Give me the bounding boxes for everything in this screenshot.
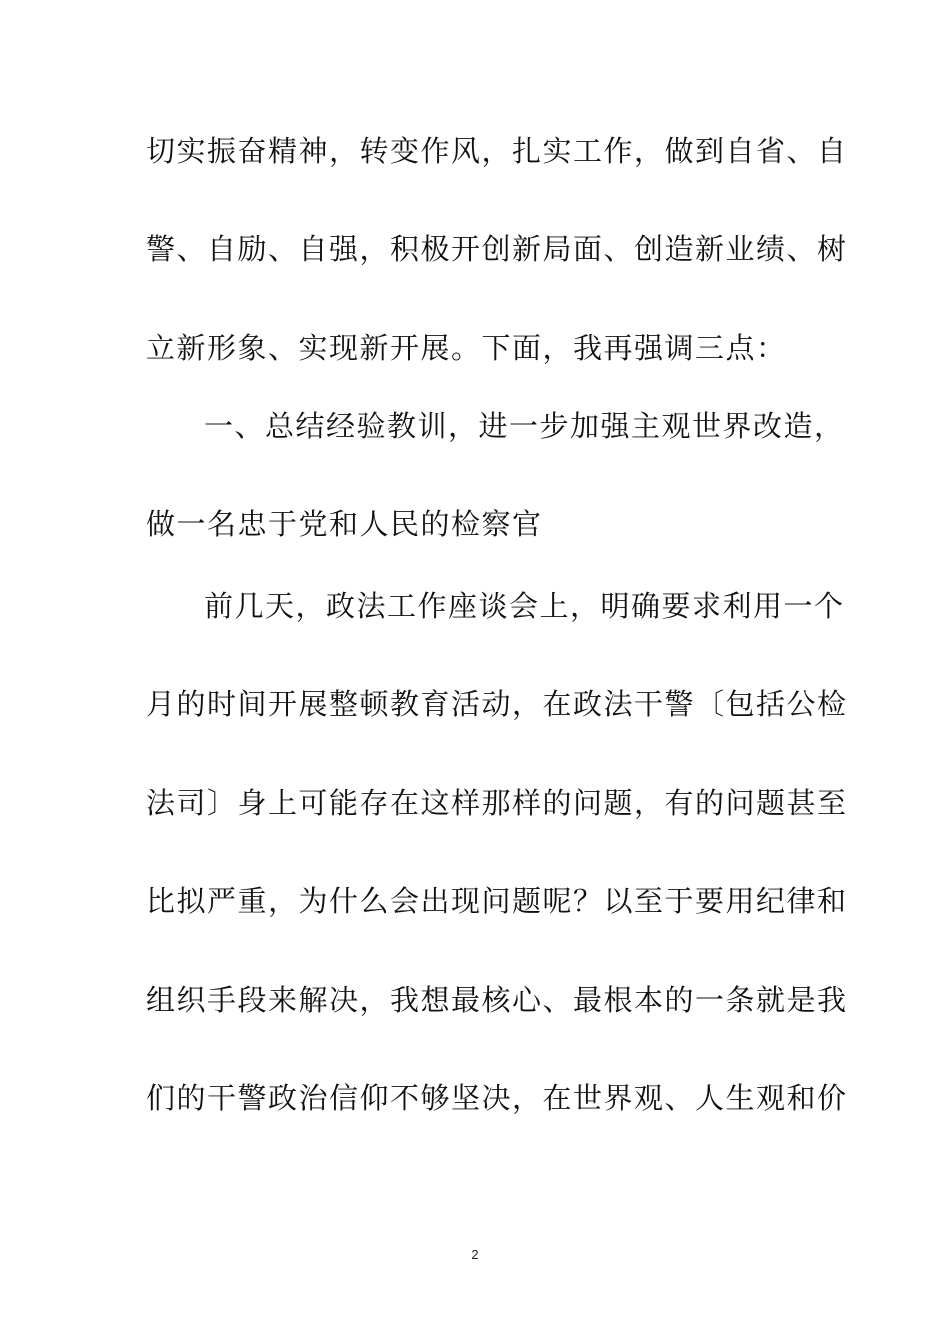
section-heading-line: 一、总结经验教训，进一步加强主观世界改造， [204,409,845,443]
body-text-line: 们的干警政治信仰不够坚决，在世界观、人生观和价 [146,1081,848,1115]
page-number: 2 [471,1247,479,1262]
body-text-line: 法司〕身上可能存在这样那样的问题，有的问题甚至 [146,786,848,820]
body-text-line: 组织手段来解决，我想最核心、最根本的一条就是我 [146,983,848,1017]
body-text-line: 警、自励、自强，积极开创新局面、创造新业绩、树 [146,232,848,266]
body-text-line: 月的时间开展整顿教育活动，在政法干警〔包括公检 [146,687,848,721]
body-text-line: 前几天，政法工作座谈会上，明确要求利用一个 [204,589,845,623]
body-text-line: 比拟严重，为什么会出现问题呢？以至于要用纪律和 [146,884,848,918]
body-text-line: 立新形象、实现新开展。下面，我再强调三点： [146,331,787,365]
section-heading-line: 做一名忠于党和人民的检察官 [146,507,543,541]
body-text-line: 切实振奋精神，转变作风，扎实工作，做到自省、自 [146,134,848,168]
